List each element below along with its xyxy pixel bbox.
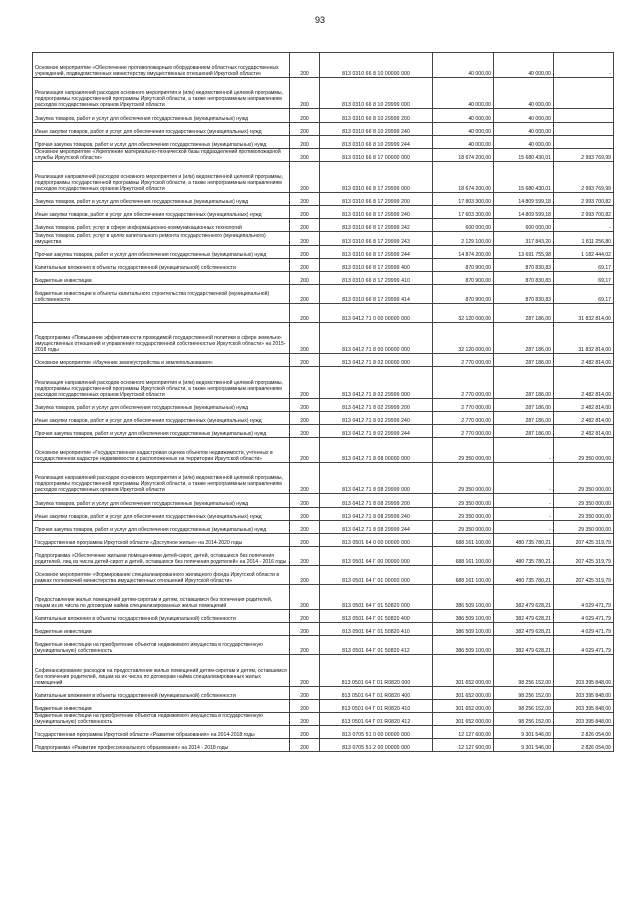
table-row xyxy=(33,323,614,354)
row-unexecuted-amount: 4 029 471,79 xyxy=(554,636,614,655)
row-code: 200 xyxy=(290,284,320,303)
row-name: Бюджетные инвестиции xyxy=(33,623,290,636)
row-unexecuted-amount: 203 395 848,00 xyxy=(554,686,614,699)
table-row xyxy=(33,245,614,258)
table-row xyxy=(33,78,614,109)
row-unexecuted-amount: - xyxy=(554,53,614,78)
row-name: Прочая закупка товаров, работ и услуг для обеспечения государственных (муниципальных) нужд xyxy=(33,245,290,258)
row-name: Бюджетные инвестиции xyxy=(33,271,290,284)
row-approved-amount: 17 803 300,00 xyxy=(433,193,494,206)
row-unexecuted-amount: 207 425 319,79 xyxy=(554,546,614,565)
row-name: Закупка товаров, работ, услуг в сфере информационно-коммуникационных технологий xyxy=(33,219,290,232)
row-name: Реализация направлений расходов основного мероприятия и (или) ведомственной целевой программы, подпрограммы государственной программы Иркутской области, а также непрограммным направлениям расходов государственных органов Иркутской области xyxy=(33,78,290,109)
row-budget-code: 813 0412 71 8 02 29999 000 xyxy=(320,367,433,398)
row-budget-code: 813 0501 64 Г 00 00000 000 xyxy=(320,546,433,565)
row-approved-amount: 2 129 100,00 xyxy=(433,232,494,245)
row-unexecuted-amount: 29 350 000,00 xyxy=(554,437,614,462)
row-unexecuted-amount: 2 993 700,82 xyxy=(554,206,614,219)
table-row xyxy=(33,303,614,322)
row-executed-amount: 287 186,00 xyxy=(494,424,554,437)
row-unexecuted-amount: - xyxy=(554,219,614,232)
row-budget-code: 813 0310 66 8 10 29999 200 xyxy=(320,109,433,122)
row-code: 200 xyxy=(290,53,320,78)
table-row xyxy=(33,585,614,610)
row-code: 200 xyxy=(290,148,320,161)
row-name: Капитальные вложения в объекты государственной (муниципальной) собственности xyxy=(33,610,290,623)
row-executed-amount: 382 479 628,21 xyxy=(494,610,554,623)
row-budget-code: 813 0310 66 8 17 29999 414 xyxy=(320,284,433,303)
row-budget-code: 813 0501 64 Г 01 50820 412 xyxy=(320,636,433,655)
row-executed-amount: 14 809 599,18 xyxy=(494,206,554,219)
row-executed-amount: - xyxy=(494,507,554,520)
row-approved-amount: 301 652 000,00 xyxy=(433,686,494,699)
row-unexecuted-amount xyxy=(554,135,614,148)
row-budget-code: 813 0310 66 8 17 29999 000 xyxy=(320,161,433,192)
row-budget-code: 813 0412 71 8 02 29999 244 xyxy=(320,424,433,437)
row-code: 200 xyxy=(290,585,320,610)
row-approved-amount: 29 350 000,00 xyxy=(433,494,494,507)
row-code: 200 xyxy=(290,398,320,411)
row-unexecuted-amount: 203 395 848,00 xyxy=(554,712,614,725)
row-name: Подпрограмма «Обеспечение жилыми помещениями детей-сирот, детей, оставшихся без попечения родителей, лиц из числа детей-сирот и детей, оставшихся без попечения родителей» на 2014 - 2016 годы xyxy=(33,546,290,565)
table-row xyxy=(33,135,614,148)
row-name: Прочая закупка товаров, работ и услуг для обеспечения государственных (муниципальных) нужд xyxy=(33,424,290,437)
table-row xyxy=(33,424,614,437)
row-unexecuted-amount: 2 993 769,99 xyxy=(554,161,614,192)
table-row xyxy=(33,284,614,303)
table-row xyxy=(33,655,614,686)
row-name: Капитальные вложения в объекты государственной (муниципальной) собственности xyxy=(33,686,290,699)
row-approved-amount: 12 127 600,00 xyxy=(433,726,494,739)
row-executed-amount: 870 830,83 xyxy=(494,258,554,271)
row-budget-code: 813 0310 66 8 17 29999 244 xyxy=(320,245,433,258)
table-row xyxy=(33,623,614,636)
row-code: 200 xyxy=(290,122,320,135)
row-code: 200 xyxy=(290,565,320,584)
row-executed-amount: 287 186,00 xyxy=(494,367,554,398)
row-unexecuted-amount: 29 350 000,00 xyxy=(554,520,614,533)
row-code: 200 xyxy=(290,520,320,533)
row-code: 200 xyxy=(290,739,320,752)
row-name: Реализация направлений расходов основного мероприятия и (или) ведомственной целевой программы, подпрограммы государственной программы Иркутской области, а также непрограммным направлениям расходов государственных органов Иркутской области xyxy=(33,463,290,494)
row-approved-amount: 40 000,00 xyxy=(433,53,494,78)
row-code: 200 xyxy=(290,699,320,712)
row-approved-amount: 688 161 100,00 xyxy=(433,546,494,565)
row-executed-amount: 382 479 628,21 xyxy=(494,636,554,655)
row-budget-code: 813 0310 66 8 17 29999 410 xyxy=(320,271,433,284)
row-approved-amount: 386 509 100,00 xyxy=(433,636,494,655)
table-row xyxy=(33,686,614,699)
row-budget-code: 813 0501 64 Г 01 R0820 000 xyxy=(320,655,433,686)
row-executed-amount: 98 256 152,00 xyxy=(494,655,554,686)
row-executed-amount: - xyxy=(494,463,554,494)
row-code: 200 xyxy=(290,354,320,367)
row-executed-amount: 9 301 546,00 xyxy=(494,726,554,739)
row-name: Бюджетные инвестиции на приобретение объектов недвижимого имущества в государственную (муниципальную) собственность xyxy=(33,636,290,655)
row-approved-amount: 688 161 100,00 xyxy=(433,565,494,584)
table-row xyxy=(33,398,614,411)
row-unexecuted-amount: 2 482 814,00 xyxy=(554,367,614,398)
budget-table-container xyxy=(32,52,613,752)
row-approved-amount: 40 000,00 xyxy=(433,78,494,109)
row-name: Предоставление жилых помещений детям-сиротам и детям, оставшимся без попечения родителей, лицам из их числа по договорам найма специализированных жилых помещений xyxy=(33,585,290,610)
row-budget-code: 813 0412 71 8 02 29999 200 xyxy=(320,398,433,411)
row-unexecuted-amount: 1 182 444,02 xyxy=(554,245,614,258)
row-unexecuted-amount: 203 395 848,00 xyxy=(554,699,614,712)
budget-table xyxy=(32,52,614,752)
row-code: 200 xyxy=(290,655,320,686)
row-budget-code: 813 0310 66 8 10 29999 000 xyxy=(320,78,433,109)
table-row xyxy=(33,636,614,655)
row-budget-code: 813 0501 64 Г 01 R0820 410 xyxy=(320,699,433,712)
row-executed-amount: - xyxy=(494,494,554,507)
row-executed-amount: 317 843,20 xyxy=(494,232,554,245)
row-unexecuted-amount: 1 811 256,80 xyxy=(554,232,614,245)
row-code: 200 xyxy=(290,78,320,109)
row-approved-amount: 40 000,00 xyxy=(433,109,494,122)
row-code: 200 xyxy=(290,712,320,725)
row-name: Иные закупки товаров, работ и услуг для обеспечения государственных (муниципальных) нужд xyxy=(33,122,290,135)
row-approved-amount: 301 652 000,00 xyxy=(433,712,494,725)
row-unexecuted-amount: 2 993 769,99 xyxy=(554,148,614,161)
row-executed-amount: 15 680 430,01 xyxy=(494,148,554,161)
row-name: Основное мероприятие «Укрепление материально-технической базы подразделений противопожарной службы Иркутской области» xyxy=(33,148,290,161)
row-executed-amount: 14 809 599,18 xyxy=(494,193,554,206)
row-unexecuted-amount: 207 425 319,79 xyxy=(554,565,614,584)
row-budget-code: 813 0310 66 8 17 29999 200 xyxy=(320,193,433,206)
row-approved-amount: 29 350 000,00 xyxy=(433,437,494,462)
row-executed-amount: 40 000,00 xyxy=(494,53,554,78)
table-row xyxy=(33,507,614,520)
row-executed-amount: 480 735 780,21 xyxy=(494,565,554,584)
table-row xyxy=(33,699,614,712)
row-budget-code: 813 0501 64 Г 01 00000 000 xyxy=(320,565,433,584)
row-budget-code: 813 0412 71 8 02 00000 000 xyxy=(320,354,433,367)
row-unexecuted-amount: 2 482 814,00 xyxy=(554,424,614,437)
row-name: Иные закупки товаров, работ и услуг для обеспечения государственных (муниципальных) нужд xyxy=(33,206,290,219)
row-budget-code: 813 0412 71 8 08 29999 244 xyxy=(320,520,433,533)
table-row xyxy=(33,232,614,245)
row-budget-code: 813 0501 64 Г 01 50820 000 xyxy=(320,585,433,610)
row-approved-amount: 18 674 200,00 xyxy=(433,148,494,161)
table-row xyxy=(33,726,614,739)
row-code: 200 xyxy=(290,367,320,398)
table-row xyxy=(33,354,614,367)
row-code: 200 xyxy=(290,109,320,122)
row-unexecuted-amount: 29 350 000,00 xyxy=(554,507,614,520)
row-unexecuted-amount xyxy=(554,122,614,135)
row-approved-amount: 2 770 000,00 xyxy=(433,424,494,437)
row-budget-code: 813 0412 71 0 00 00000 000 xyxy=(320,303,433,322)
row-executed-amount: 40 000,00 xyxy=(494,78,554,109)
table-row xyxy=(33,739,614,752)
row-name: Закупка товаров, работ и услуг для обеспечения государственных (муниципальных) нужд xyxy=(33,494,290,507)
row-approved-amount: 2 770 000,00 xyxy=(433,367,494,398)
row-budget-code: 813 0310 66 8 10 29999 244 xyxy=(320,135,433,148)
row-approved-amount: 32 120 000,00 xyxy=(433,303,494,322)
row-name: Закупка товаров, работ и услуг для обеспечения государственных (муниципальных) нужд xyxy=(33,109,290,122)
row-approved-amount: 301 652 000,00 xyxy=(433,699,494,712)
row-code: 200 xyxy=(290,245,320,258)
table-row xyxy=(33,193,614,206)
row-budget-code: 813 0501 64 Г 01 50820 410 xyxy=(320,623,433,636)
row-executed-amount: 15 680 430,01 xyxy=(494,161,554,192)
row-executed-amount: 98 256 152,00 xyxy=(494,712,554,725)
row-code: 200 xyxy=(290,546,320,565)
row-unexecuted-amount xyxy=(554,109,614,122)
table-row xyxy=(33,219,614,232)
table-row xyxy=(33,565,614,584)
row-name xyxy=(33,303,290,322)
row-name: Капитальные вложения в объекты государственной (муниципальной) собственности xyxy=(33,258,290,271)
row-name: Бюджетные инвестиции xyxy=(33,699,290,712)
row-code: 200 xyxy=(290,135,320,148)
row-executed-amount: 480 735 780,21 xyxy=(494,533,554,546)
table-row xyxy=(33,367,614,398)
row-unexecuted-amount: 4 029 471,79 xyxy=(554,585,614,610)
row-budget-code: 813 0501 64 Г 01 R0820 412 xyxy=(320,712,433,725)
row-approved-amount: 29 350 000,00 xyxy=(433,520,494,533)
row-unexecuted-amount: 2 482 814,00 xyxy=(554,411,614,424)
row-approved-amount: 600 000,00 xyxy=(433,219,494,232)
table-row xyxy=(33,271,614,284)
table-row xyxy=(33,437,614,462)
row-unexecuted-amount: 2 482 814,00 xyxy=(554,354,614,367)
table-row xyxy=(33,411,614,424)
row-approved-amount: 301 652 000,00 xyxy=(433,655,494,686)
row-name: Бюджетные инвестиции на приобретение объектов недвижимого имущества в государственную (муниципальную) собственность xyxy=(33,712,290,725)
row-executed-amount: 9 301 546,00 xyxy=(494,739,554,752)
row-approved-amount: 32 120 000,00 xyxy=(433,323,494,354)
row-approved-amount: 870 900,00 xyxy=(433,271,494,284)
row-name: Основное мероприятие «Государственная кадастровая оценка объектов недвижимости, учтенных в государственном кадастре недвижимости и расположенных на территории Иркутской области» xyxy=(33,437,290,462)
row-budget-code: 813 0310 66 8 10 00000 000 xyxy=(320,53,433,78)
row-approved-amount: 18 674 200,00 xyxy=(433,161,494,192)
row-unexecuted-amount: 2 826 054,00 xyxy=(554,739,614,752)
row-code: 200 xyxy=(290,193,320,206)
row-name: Закупка товаров, работ и услуг для обеспечения государственных (муниципальных) нужд xyxy=(33,193,290,206)
row-unexecuted-amount: 2 826 054,00 xyxy=(554,726,614,739)
row-unexecuted-amount: 29 350 000,00 xyxy=(554,463,614,494)
table-row xyxy=(33,533,614,546)
row-unexecuted-amount: 69,17 xyxy=(554,271,614,284)
row-executed-amount: 382 479 628,21 xyxy=(494,585,554,610)
row-name: Прочая закупка товаров, работ и услуг для обеспечения государственных (муниципальных) нужд xyxy=(33,520,290,533)
row-code: 200 xyxy=(290,323,320,354)
row-code: 200 xyxy=(290,623,320,636)
row-name: Основное мероприятие «Формирование специализированного жилищного фонда Иркутской области в рамках полномочий министерства имущественных отношений Иркутской области» xyxy=(33,565,290,584)
row-unexecuted-amount: 31 832 814,00 xyxy=(554,323,614,354)
row-name: Государственная программа Иркутской области «Доступное жилье» на 2014-2020 годы xyxy=(33,533,290,546)
row-budget-code: 813 0705 51 2 00 00000 000 xyxy=(320,739,433,752)
row-approved-amount: 29 350 000,00 xyxy=(433,463,494,494)
row-budget-code: 813 0412 71 8 08 29999 000 xyxy=(320,463,433,494)
row-code: 200 xyxy=(290,271,320,284)
table-row xyxy=(33,148,614,161)
row-name: Софинансирование расходов на предоставление жилых помещений детям-сиротам и детям, оставшимся без попечения родителей, лицам из их числа по договорам найма специализированных жилых помещений xyxy=(33,655,290,686)
row-unexecuted-amount: 2 993 700,82 xyxy=(554,193,614,206)
row-budget-code: 813 0310 66 8 17 29999 242 xyxy=(320,219,433,232)
row-approved-amount: 386 509 100,00 xyxy=(433,585,494,610)
row-budget-code: 813 0310 66 8 17 29999 240 xyxy=(320,206,433,219)
row-executed-amount: 287 186,00 xyxy=(494,354,554,367)
table-row xyxy=(33,546,614,565)
row-name: Бюджетные инвестиции в объекты капитального строительства государственной (муниципальной) собственности xyxy=(33,284,290,303)
row-unexecuted-amount: 29 350 000,00 xyxy=(554,494,614,507)
row-unexecuted-amount: 203 395 848,00 xyxy=(554,655,614,686)
row-approved-amount: 870 900,00 xyxy=(433,284,494,303)
row-approved-amount: 386 509 100,00 xyxy=(433,623,494,636)
row-name: Закупка товаров, работ, услуг в целях капитального ремонта государственного (муниципального) имущества xyxy=(33,232,290,245)
row-name: Реализация направлений расходов основного мероприятия и (или) ведомственной целевой программы, подпрограммы государственной программы Иркутской области, а также непрограммным направлениям расходов государственных органов Иркутской области xyxy=(33,367,290,398)
row-approved-amount: 2 770 000,00 xyxy=(433,411,494,424)
table-row xyxy=(33,53,614,78)
table-row xyxy=(33,122,614,135)
table-row xyxy=(33,161,614,192)
table-row xyxy=(33,463,614,494)
row-code: 200 xyxy=(290,303,320,322)
row-code: 200 xyxy=(290,726,320,739)
row-name: Закупка товаров, работ и услуг для обеспечения государственных (муниципальных) нужд xyxy=(33,398,290,411)
table-row xyxy=(33,109,614,122)
table-row xyxy=(33,494,614,507)
row-approved-amount: 17 603 300,00 xyxy=(433,206,494,219)
table-row xyxy=(33,206,614,219)
row-code: 200 xyxy=(290,437,320,462)
row-executed-amount: 98 256 152,00 xyxy=(494,686,554,699)
row-code: 200 xyxy=(290,463,320,494)
row-name: Реализация направлений расходов основного мероприятия и (или) ведомственной целевой программы, подпрограммы государственной программы Иркутской области, а также непрограммным направлениям расходов государственных органов Иркутской области xyxy=(33,161,290,192)
row-name: Государственная программа Иркутской области «Развитие образования» на 2014-2018 годы xyxy=(33,726,290,739)
row-executed-amount: 287 186,00 xyxy=(494,303,554,322)
row-approved-amount: 2 770 000,00 xyxy=(433,398,494,411)
row-executed-amount: 13 691 755,98 xyxy=(494,245,554,258)
row-budget-code: 813 0501 64 0 00 00000 000 xyxy=(320,533,433,546)
row-code: 200 xyxy=(290,219,320,232)
row-executed-amount: 870 830,83 xyxy=(494,284,554,303)
row-name: Прочая закупка товаров, работ и услуг для обеспечения государственных (муниципальных) нужд xyxy=(33,135,290,148)
row-unexecuted-amount: 4 029 471,79 xyxy=(554,623,614,636)
row-unexecuted-amount xyxy=(554,78,614,109)
row-budget-code: 813 0412 71 8 08 29999 200 xyxy=(320,494,433,507)
row-approved-amount: 40 000,00 xyxy=(433,122,494,135)
row-budget-code: 813 0310 66 8 17 29999 243 xyxy=(320,232,433,245)
row-name: Иные закупки товаров, работ и услуг для обеспечения государственных (муниципальных) нужд xyxy=(33,411,290,424)
row-code: 200 xyxy=(290,636,320,655)
table-row xyxy=(33,520,614,533)
row-executed-amount: 40 000,00 xyxy=(494,122,554,135)
row-approved-amount: 12 127 600,00 xyxy=(433,739,494,752)
row-approved-amount: 40 000,00 xyxy=(433,135,494,148)
table-row xyxy=(33,712,614,725)
row-approved-amount: 2 770 000,00 xyxy=(433,354,494,367)
table-row xyxy=(33,258,614,271)
row-executed-amount: - xyxy=(494,437,554,462)
row-unexecuted-amount: 69,17 xyxy=(554,258,614,271)
row-unexecuted-amount: 207 425 319,79 xyxy=(554,533,614,546)
row-executed-amount: 287 186,00 xyxy=(494,411,554,424)
row-budget-code: 813 0310 66 8 17 00000 000 xyxy=(320,148,433,161)
row-approved-amount: 14 874 200,00 xyxy=(433,245,494,258)
row-budget-code: 813 0412 71 8 02 29999 240 xyxy=(320,411,433,424)
row-executed-amount: 287 186,00 xyxy=(494,398,554,411)
row-code: 200 xyxy=(290,232,320,245)
row-executed-amount: 382 479 628,21 xyxy=(494,623,554,636)
row-code: 200 xyxy=(290,494,320,507)
row-code: 200 xyxy=(290,161,320,192)
row-budget-code: 813 0310 66 8 10 29999 240 xyxy=(320,122,433,135)
row-executed-amount: 287 186,00 xyxy=(494,323,554,354)
row-unexecuted-amount: 4 029 471,79 xyxy=(554,610,614,623)
row-budget-code: 813 0412 71 8 08 00000 000 xyxy=(320,437,433,462)
row-unexecuted-amount: 69,17 xyxy=(554,284,614,303)
row-approved-amount: 29 350 000,00 xyxy=(433,507,494,520)
row-approved-amount: 870 900,00 xyxy=(433,258,494,271)
row-unexecuted-amount: 31 832 814,00 xyxy=(554,303,614,322)
row-budget-code: 813 0501 64 Г 01 R0820 400 xyxy=(320,686,433,699)
row-name: Основное мероприятие «Обеспечение противопожарным оборудованием областных государственных учреждений, подведомственных министерству имущественных отношений Иркутской области» xyxy=(33,53,290,78)
row-code: 200 xyxy=(290,411,320,424)
row-budget-code: 813 0412 71 8 08 29999 240 xyxy=(320,507,433,520)
budget-table-body xyxy=(33,53,614,752)
row-name: Иные закупки товаров, работ и услуг для обеспечения государственных (муниципальных) нужд xyxy=(33,507,290,520)
row-code: 200 xyxy=(290,258,320,271)
row-code: 200 xyxy=(290,507,320,520)
row-code: 200 xyxy=(290,533,320,546)
row-name: Основное мероприятие «Изучение землеустройства и землепользования» xyxy=(33,354,290,367)
row-budget-code: 813 0705 51 0 00 00000 000 xyxy=(320,726,433,739)
row-budget-code: 813 0412 71 8 00 00000 000 xyxy=(320,323,433,354)
table-row xyxy=(33,610,614,623)
row-name: Подпрограмма «Развитие профессионального образования» на 2014 - 2018 годы xyxy=(33,739,290,752)
row-budget-code: 813 0501 64 Г 01 50820 400 xyxy=(320,610,433,623)
row-executed-amount: - xyxy=(494,520,554,533)
row-code: 200 xyxy=(290,206,320,219)
row-unexecuted-amount: 2 482 814,00 xyxy=(554,398,614,411)
row-budget-code: 813 0310 66 8 17 29999 400 xyxy=(320,258,433,271)
row-executed-amount: 40 000,00 xyxy=(494,109,554,122)
row-approved-amount: 386 509 100,00 xyxy=(433,610,494,623)
page-number: 93 xyxy=(314,15,325,25)
row-executed-amount: 480 735 780,21 xyxy=(494,546,554,565)
row-executed-amount: 870 830,83 xyxy=(494,271,554,284)
row-name: Подпрограмма «Повышение эффективности проводимой государственной политики в сфере земельно-имущественных отношений и управления государственной собственностью Иркутской области» на 2015-2018 годы xyxy=(33,323,290,354)
row-executed-amount: 40 000,00 xyxy=(494,135,554,148)
row-executed-amount: 600 000,00 xyxy=(494,219,554,232)
row-code: 200 xyxy=(290,610,320,623)
row-approved-amount: 688 161 100,00 xyxy=(433,533,494,546)
row-code: 200 xyxy=(290,686,320,699)
row-code: 200 xyxy=(290,424,320,437)
row-executed-amount: 98 256 152,00 xyxy=(494,699,554,712)
